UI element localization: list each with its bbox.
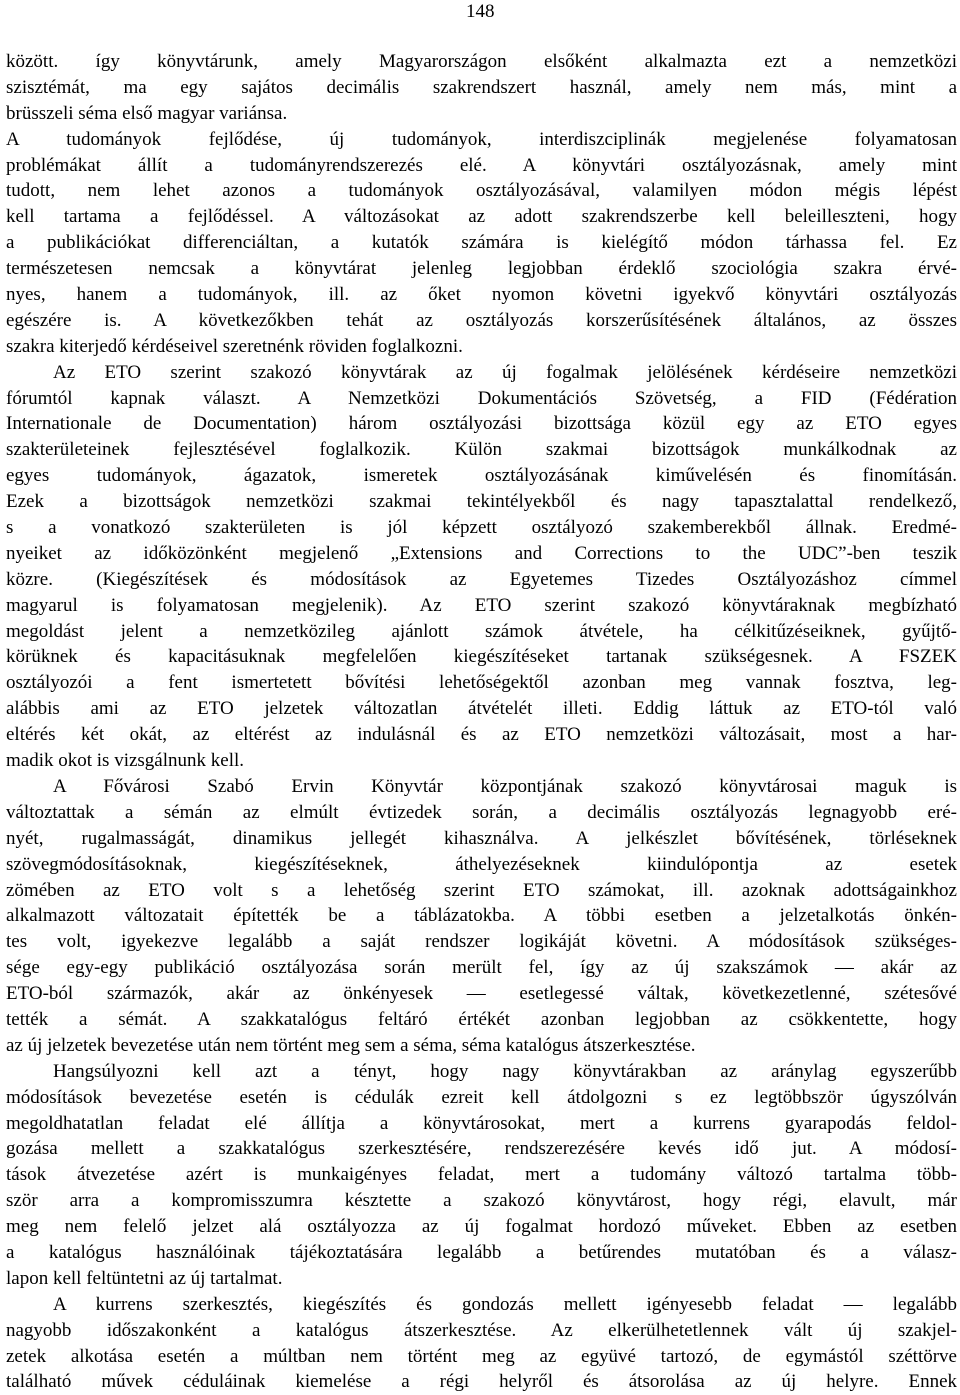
text-line: módosítások bevezetése esetén is cédulák ezreit kell átdolgozni s ez legtöbbször úgyszólván xyxy=(6,1086,957,1108)
text-line: szisztémát, ma egy sajátos decimális szakrendszert használ, amely nem más, mint a xyxy=(6,76,957,98)
text-line: nagyobb időszakonként a katalógus átszerkesztése. Az elkerülhetetlennek vált új szakjel- xyxy=(6,1319,957,1341)
text-line: s a vonatkozó szakterületen is jól képzett osztályozó szakemberekből állnak. Eredmé- xyxy=(6,517,957,539)
text-line: A Fővárosi Szabó Ervin Könyvtár központjának szakozó könyvtárosai maguk is xyxy=(53,775,957,797)
text-line: tudott, nem lehet azonos a tudományok osztályozásával, valamilyen módon mégis lépést xyxy=(6,180,957,202)
text-line: alábbis ami az ETO jelzetek változatlan átvételét illeti. Eddig láttuk az ETO-tól való xyxy=(6,698,957,720)
text-line: a publikációkat differenciáltan, a kutatók számára is kielégítő módon tárhassa fel. Ez xyxy=(6,232,957,254)
text-line: szakra kiterjedő kérdéseivel szeretnénk röviden foglalkozni. xyxy=(6,335,463,357)
text-line: között. így könyvtárunk, amely Magyarországon elsőként alkalmazta ezt a nemzetközi xyxy=(6,51,957,72)
text-line: kell tartama a fejlődéssel. A változásokat az adott szakrendszerbe kell beleilleszteni, hogy xyxy=(6,206,957,228)
text-line: ször arra a kompromisszumra késztette a szakozó könyvtárost, hogy régi, elavult, már xyxy=(6,1190,957,1212)
body-text xyxy=(6,49,957,1395)
text-line: zetek alkotása esetén a múltban nem történt meg az együvé tartozó, de egymástól széttörve xyxy=(6,1345,957,1367)
text-line: körüknek és kapacitásuknak megfelelően kiegészítéseket tartanak szükségesnek. A FSZEK xyxy=(6,646,957,668)
text-line: sége egy-egy publikáció osztályozása során merült fel, így az új szakszámok — akár az xyxy=(6,957,957,979)
text-line: szakterületeinek fejlesztésével foglalkozik. Külön szakmai bizottságok munkálkodnak az xyxy=(6,439,957,461)
text-line: tások átvezetése azért is munkaigényes feladat, mert a tudomány változó tartalma több- xyxy=(6,1164,957,1186)
text-line: közre. (Kiegészítések és módosítások az Egyetemes Tizedes Osztályozáshoz címmel xyxy=(6,568,957,590)
text-line: A kurrens szerkesztés, kiegészítés és gondozás mellett igényesebb feladat — legalább xyxy=(53,1293,957,1315)
text-line: osztályozói a fent ismertetett bővítési lehetőségektől azonban meg vannak fosztva, leg- xyxy=(6,672,957,694)
text-line: megoldhatatlan feladat elé állítja a könyvtárosokat, mert a kurrens gyarapodás feldol- xyxy=(6,1112,957,1134)
text-line: brüsszeli séma első magyar variánsa. xyxy=(6,102,288,124)
text-line: Hangsúlyozni kell azt a tényt, hogy nagy könyvtárakban az aránylag egyszerűbb xyxy=(53,1060,957,1082)
text-line: ETO-ból származók, akár az önkényesek — esetlegessé váltak, következetlenné, szétesővé xyxy=(6,983,957,1005)
text-line: a katalógus használóinak tájékoztatására legalább a betűrendes mutatóban és a válasz- xyxy=(6,1241,957,1263)
text-line: tes volt, igyekezve legalább a saját rendszer logikáját követni. A módosítások szükséges- xyxy=(6,931,957,953)
text-line: madik okot is vizsgálnunk kell. xyxy=(6,750,245,772)
text-line: Internationale de Documentation) három osztályozási bizottsága közül egy az ETO egyes xyxy=(6,413,957,435)
text-line: az új jelzetek bevezetése után nem történt meg sem a séma, séma katalógus átszerkesztése. xyxy=(6,1034,696,1056)
text-line: egészére is. A következőkben tehát az osztályozás korszerűsítésének általános, az összes xyxy=(6,309,957,331)
text-line: nyes, hanem a tudományok, ill. az őket nyomon követni igyekvő könyvtári osztályozás xyxy=(6,284,957,306)
text-line: lapon kell feltüntetni az új tartalmat. xyxy=(6,1267,283,1289)
text-line: eltérés két okát, az eltérést az indulásnál és az ETO nemzetközi változásait, most a har- xyxy=(6,724,957,746)
text-line: problémákat állít a tudományrendszerezés elé. A könyvtári osztályozásnak, amely mint xyxy=(6,154,957,176)
text-line: fórumtól kapnak választ. A Nemzetközi Dokumentációs Szövetség, a FID (Fédération xyxy=(6,387,957,409)
text-line: megoldást jelent a nemzetközileg ajánlott számok átvétele, ha célkitűzéseiknek, gyűjtő- xyxy=(6,620,957,642)
text-line: természetesen nemcsak a könyvtárat jelenleg legjobban érdeklő szociológia szakra érvé- xyxy=(6,258,957,280)
text-line: gozása mellett a szakkatalógus szerkesztésére, rendszerezésére kevés idő jut. A módosí- xyxy=(6,1138,957,1160)
text-line: változtattak a sémán az elmúlt évtizedek során, a decimális osztályozás legnagyobb eré- xyxy=(6,801,957,823)
text-line: tették a sémát. A szakkatalógus feltáró értékét azonban legjobban az csökkentette, hogy xyxy=(6,1008,957,1030)
text-line: szövegmódosításoknak, kiegészítéseknek, áthelyezéseknek kiindulópontja az esetek xyxy=(6,853,957,875)
text-line: A tudományok fejlődése, új tudományok, interdiszciplinák megjelenése folyamatosan xyxy=(6,128,957,150)
text-line: egyes tudományok, ágazatok, ismeretek osztályozásának kiművelésén és finomításán. xyxy=(6,465,957,487)
text-line: Ezek a bizottságok nemzetközi szakmai tekintélyekből és nagy tapasztalattal rendelkező, xyxy=(6,491,957,513)
text-line: nyeiket az időközönként megjelenő „Extensions and Corrections to the UDC”-ben teszik xyxy=(6,542,957,564)
text-line: nyét, rugalmasságát, dinamikus jellegét kihasználva. A jelkészlet bővítésének, törléseknek xyxy=(6,827,957,849)
text-line: zömében az ETO volt s a lehetőség szerint ETO számokat, ill. azoknak adottságainkhoz xyxy=(6,879,957,901)
text-line: alkalmazott változatait építették be a táblázatokba. A többi esetben a jelzetalkotás önkén- xyxy=(6,905,957,927)
text-line: meg nem felelő jelzet alá osztályozza az új fogalmat hordozó műveket. Ebben az esetben xyxy=(6,1216,957,1238)
text-line: magyarul is folyamatosan megjelenik). Az ETO szerint szakozó könyvtáraknak megbízható xyxy=(6,594,957,616)
page-number: 148 xyxy=(466,1,495,22)
text-line: Az ETO szerint szakozó könyvtárak az új fogalmak jelölésének kérdéseire nemzetközi xyxy=(53,361,957,383)
text-line: található művek céduláinak kiemelése a régi helyről és átsorolása az új helyre. Ennek xyxy=(6,1371,957,1393)
